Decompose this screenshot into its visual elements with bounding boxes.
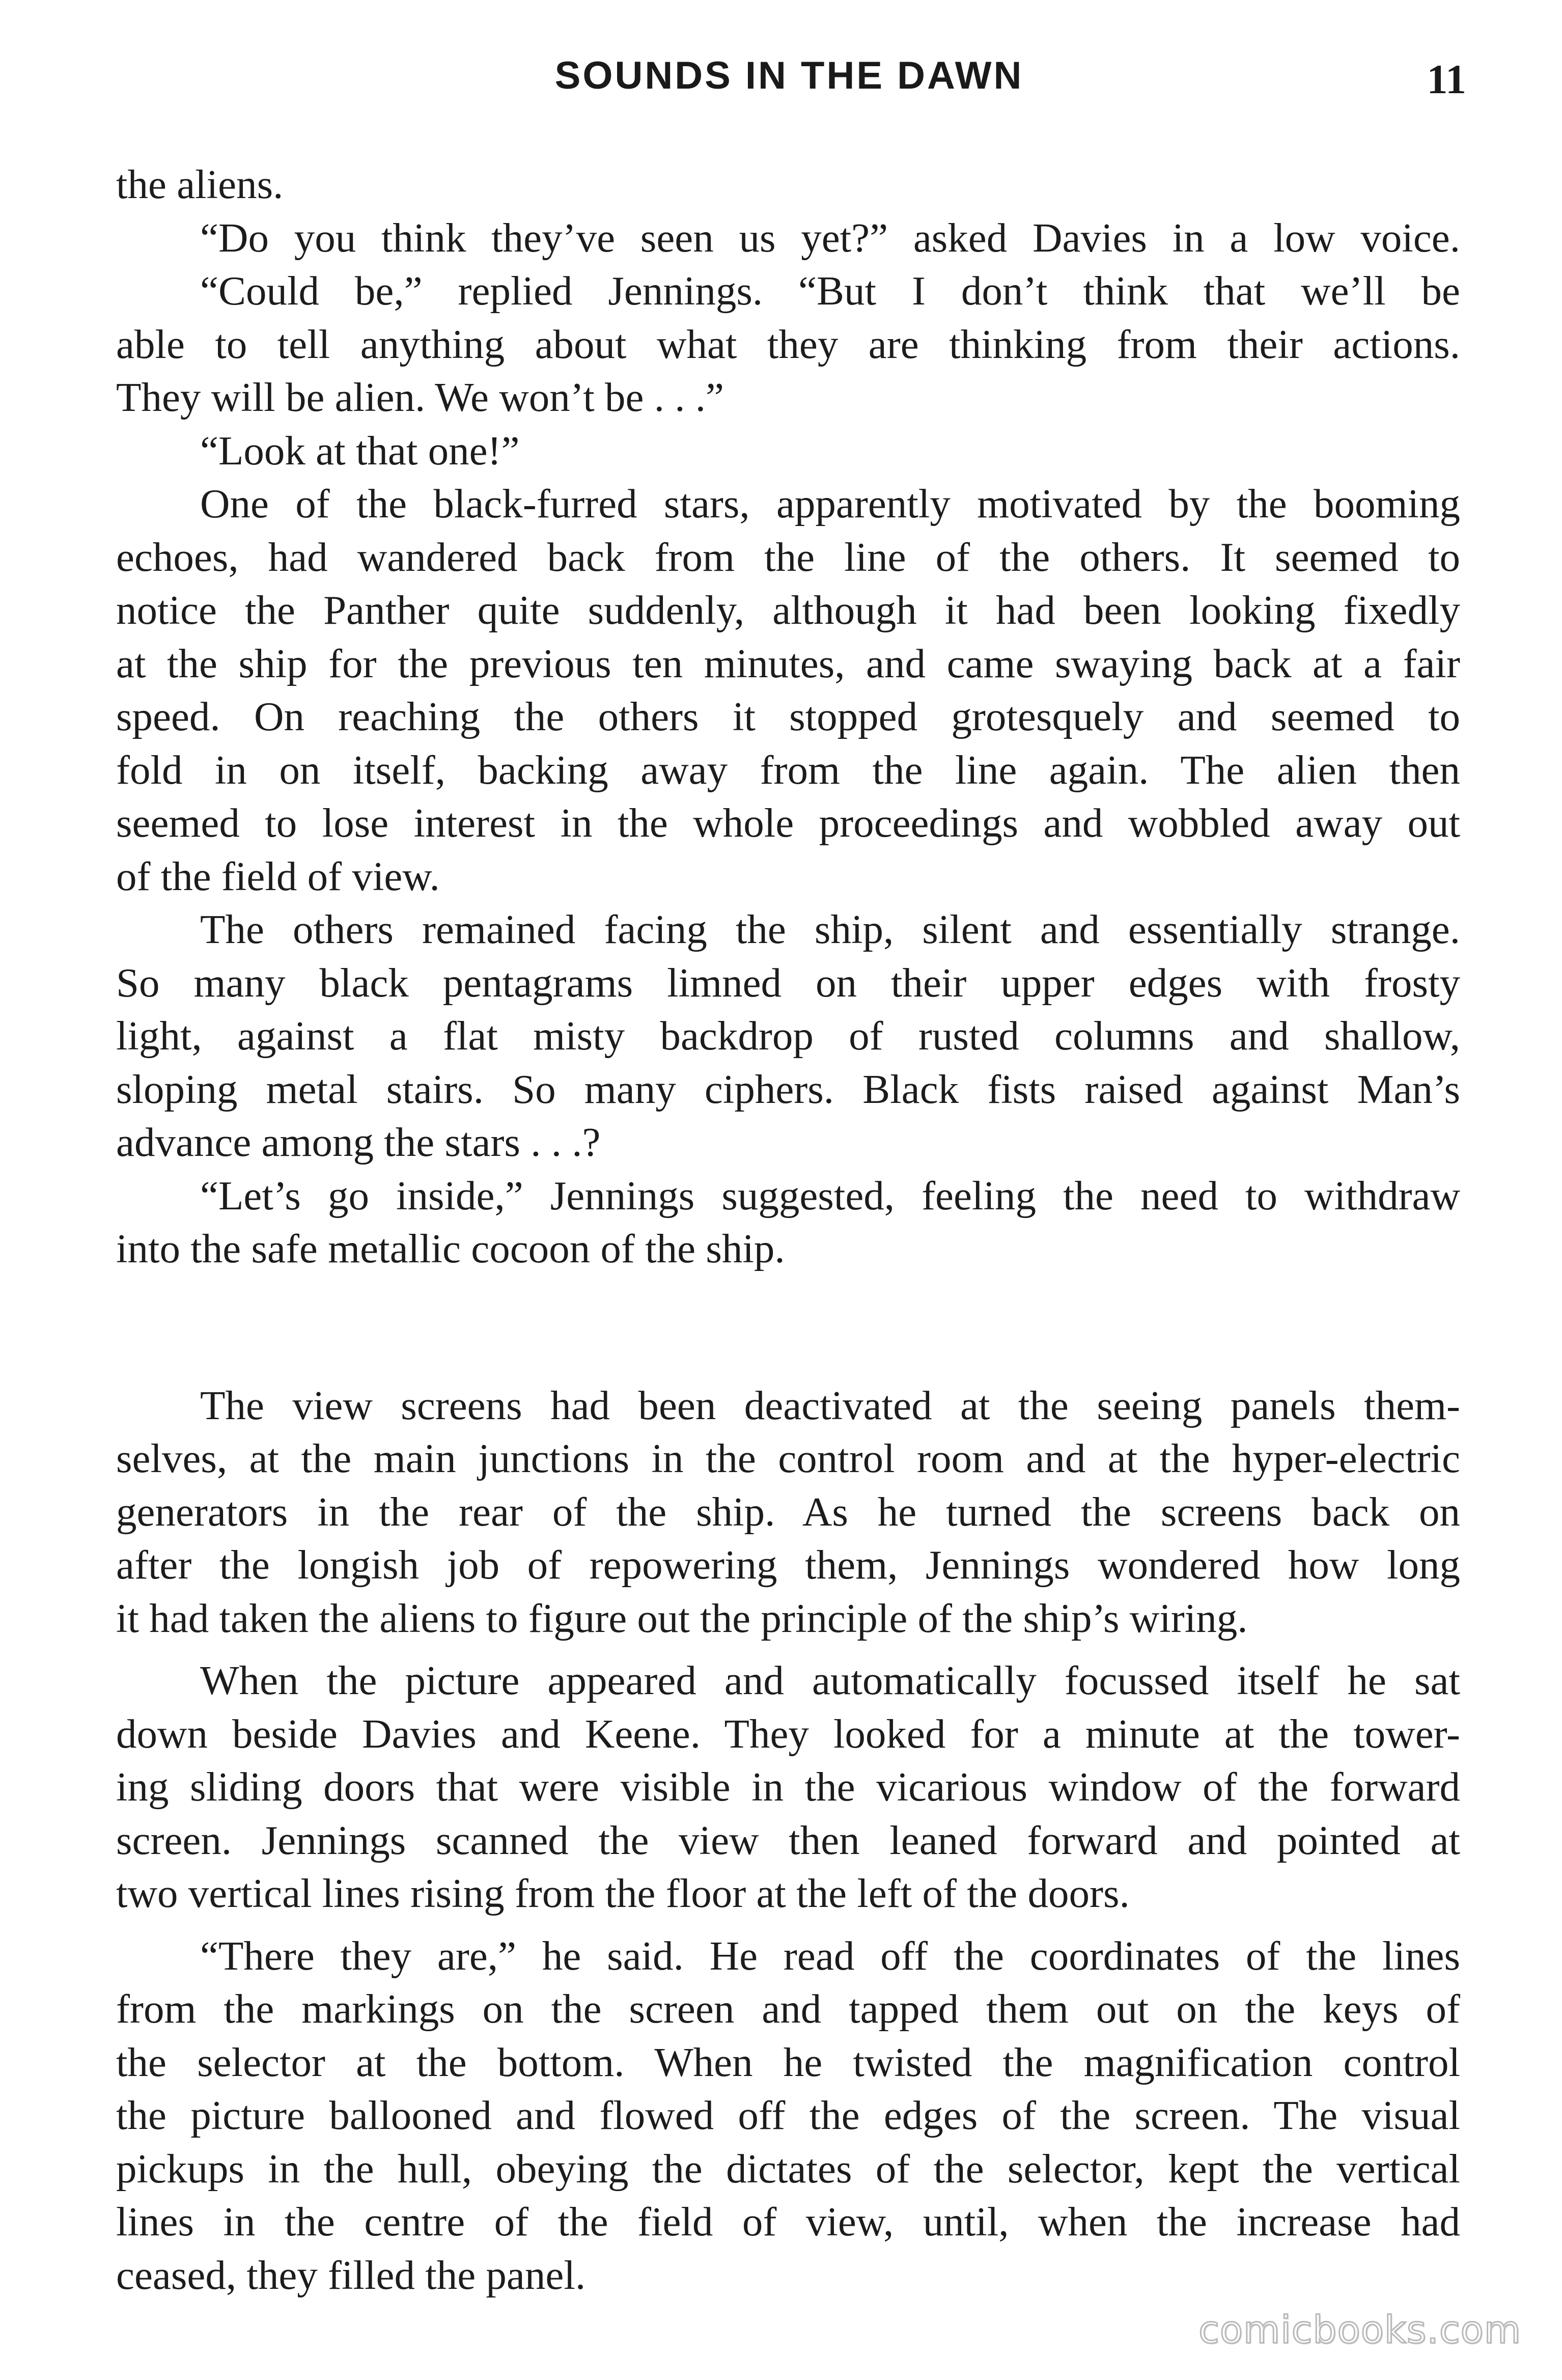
text-line: the aliens. xyxy=(116,161,284,207)
text-line: The view screens had been deactivated at the seeing panels them- xyxy=(200,1382,1460,1428)
text-line: They will be alien. We won’t be . . .” xyxy=(116,374,724,420)
text-line: pickups in the hull, obeying the dictates of the selector, kept the vertical xyxy=(116,2145,1460,2192)
text-line: the selector at the bottom. When he twisted the magnification control xyxy=(116,2039,1460,2085)
text-line: ing sliding doors that were visible in the vicarious window of the forward xyxy=(116,1764,1460,1810)
body-text xyxy=(116,158,1460,2302)
text-line: from the markings on the screen and tapped them out on the keys of xyxy=(116,1986,1460,2032)
text-line: generators in the rear of the ship. As he turned the screens back on xyxy=(116,1488,1460,1535)
text-line: notice the Panther quite suddenly, although it had been looking fixedly xyxy=(116,587,1460,633)
text-line: echoes, had wandered back from the line of the others. It seemed to xyxy=(116,534,1460,580)
watermark: comicbooks.com xyxy=(1198,2308,1521,2352)
text-line: of the field of view. xyxy=(116,853,440,899)
text-line: “There they are,” he said. He read off the coordinates of the lines xyxy=(200,1932,1460,1979)
text-line: after the longish job of repowering them, Jennings wondered how long xyxy=(116,1542,1460,1588)
text-line: “Look at that one!” xyxy=(200,427,520,474)
text-line: “Let’s go inside,” Jennings suggested, feeling the need to withdraw xyxy=(200,1172,1460,1219)
text-line: ceased, they filled the panel. xyxy=(116,2252,586,2298)
text-line: seemed to lose interest in the whole proceedings and wobbled away out xyxy=(116,800,1460,846)
text-line: “Do you think they’ve seen us yet?” asked Davies in a low voice. xyxy=(200,214,1460,261)
text-line: lines in the centre of the field of view, until, when the increase had xyxy=(116,2199,1460,2245)
text-line: The others remained facing the ship, silent and essentially strange. xyxy=(200,906,1460,952)
text-line: the picture ballooned and flowed off the edges of the screen. The visual xyxy=(116,2092,1460,2138)
running-title: SOUNDS IN THE DAWN xyxy=(554,54,1024,97)
text-line: screen. Jennings scanned the view then leaned forward and pointed at xyxy=(116,1817,1460,1863)
text-line: advance among the stars . . .? xyxy=(116,1119,601,1165)
text-line: able to tell anything about what they are thinking from their actions. xyxy=(116,321,1460,367)
text-line: light, against a flat misty backdrop of rusted columns and shallow, xyxy=(116,1013,1460,1059)
text-line: One of the black-furred stars, apparently motivated by the booming xyxy=(200,481,1460,527)
text-line: two vertical lines rising from the floor at the left of the doors. xyxy=(116,1870,1130,1916)
running-head xyxy=(117,53,1466,115)
text-line: down beside Davies and Keene. They looked for a minute at the tower- xyxy=(116,1710,1460,1757)
text-section-1 xyxy=(116,158,1460,1276)
text-line: it had taken the aliens to figure out the principle of the ship’s wiring. xyxy=(116,1595,1248,1641)
text-section-2 xyxy=(116,1379,1460,2302)
text-line: “Could be,” replied Jennings. “But I don’t think that we’ll be xyxy=(200,268,1460,314)
text-line: speed. On reaching the others it stopped grotesquely and seemed to xyxy=(116,694,1460,739)
text-line: selves, at the main junctions in the control room and at the hyper-electric xyxy=(116,1435,1460,1481)
text-line: into the safe metallic cocoon of the ship. xyxy=(116,1226,785,1271)
text-line: sloping metal stairs. So many ciphers. Black fists raised against Man’s xyxy=(116,1066,1460,1112)
text-line: fold in on itself, backing away from the line again. The alien then xyxy=(116,746,1460,793)
page-number: 11 xyxy=(1427,56,1466,102)
text-line: When the picture appeared and automatically focussed itself he sat xyxy=(200,1657,1460,1703)
section-break xyxy=(116,1276,1460,1379)
text-line: at the ship for the previous ten minutes, and came swaying back at a fair xyxy=(116,640,1460,686)
text-line: So many black pentagrams limned on their upper edges with frosty xyxy=(116,959,1460,1006)
